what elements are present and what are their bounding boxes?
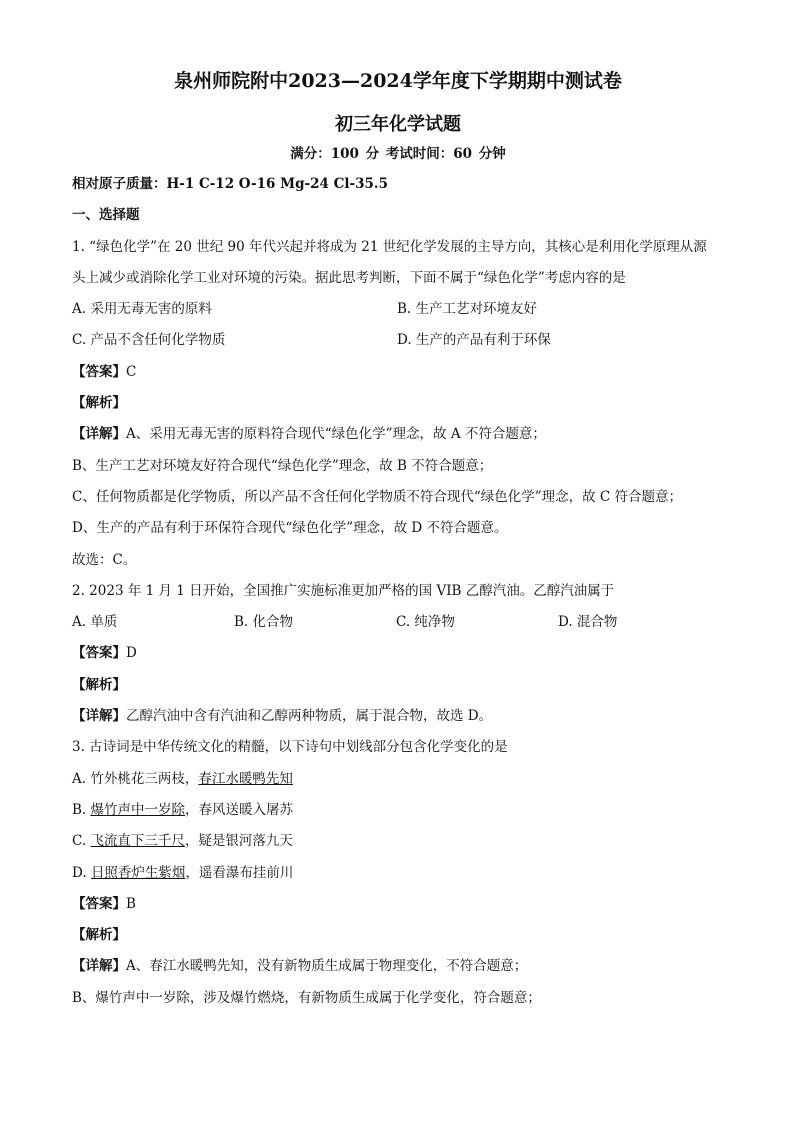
q1-options-row1 [72, 294, 724, 325]
q3-option-d-underlined: 日照香炉生紫烟 [90, 864, 186, 881]
q1-analysis-label: 【解析】 [72, 395, 126, 412]
q3-detail-1 [72, 951, 724, 982]
q3-option-d [72, 858, 724, 889]
q2-answer [72, 638, 724, 669]
q3-option-d-post: ，遥看瀑布挂前川 [185, 864, 294, 881]
q1-options-row2 [72, 325, 724, 356]
page-subtitle: 初三年化学试题 [335, 114, 461, 135]
q3-analysis-label: 【解析】 [72, 927, 126, 944]
q2-detail-text: 乙醇汽油中含有汽油和乙醇两种物质，属于混合物，故选 D。 [126, 708, 493, 725]
page-title: 泉州师院附中2023—2024学年度下学期期中测试卷 [174, 70, 622, 92]
q2-option-c: C. 纯净物 [396, 614, 455, 631]
q2-option-b: B. 化合物 [234, 614, 294, 631]
q2-option-a: A. 单质 [72, 614, 118, 631]
atomic-mass-line: 相对原子质量：H-1 C-12 O-16 Mg-24 Cl-35.5 [72, 176, 388, 192]
q3-option-a-underlined: 春江水暖鸭先知 [198, 770, 293, 787]
q1-stem-line2: 头上减少或消除化学工业对环境的污染。据此思考判断，下面不属于“绿色化学”考虑内容的是 [72, 269, 626, 286]
answer-label: 【答案】 [72, 895, 126, 912]
q3-detail-1-text: A、春江水暖鸭先知，没有新物质生成属于物理变化，不符合题意； [126, 958, 528, 975]
q3-option-a-pre: A. 竹外桃花三两枝， [72, 770, 199, 787]
detail-label: 【详解】 [72, 708, 126, 725]
q1-option-d: D. 生产的产品有利于环保 [397, 332, 551, 349]
answer-label: 【答案】 [72, 363, 126, 380]
q3-stem: 3. 古诗词是中华传统文化的精髓，以下诗句中划线部分包含化学变化的是 [72, 739, 508, 756]
q2-option-d: D. 混合物 [558, 614, 618, 631]
q2-answer-value: D [126, 645, 137, 662]
q3-option-b-pre: B. [72, 801, 91, 818]
q2-options-row [72, 607, 724, 638]
q1-detail-4: D、生产的产品有利于环保符合现代“绿色化学”理念，故 D 不符合题意。 [72, 520, 508, 537]
q1-detail-3: C、任何物质都是化学物质，所以产品不含任何化学物质不符合现代“绿色化学”理念，故 C 符合题意； [72, 488, 683, 505]
q1-stem-line1: 1. “绿色化学”在 20 世纪 90 年代兴起并将成为 21 世纪化学发展的主导方向，其核心是利用化学原理从源 [72, 238, 707, 255]
q1-option-b: B. 生产工艺对环境友好 [397, 301, 538, 318]
q1-detail-1 [72, 419, 724, 450]
q1-detail-2: B、生产工艺对环境友好符合现代“绿色化学”理念，故 B 不符合题意； [72, 457, 493, 474]
q1-answer [72, 357, 724, 388]
q1-conclusion: 故选：C。 [72, 551, 137, 568]
q3-detail-2: B、爆竹声中一岁除，涉及爆竹燃烧，有新物质生成属于化学变化，符合题意； [72, 989, 541, 1006]
detail-label: 【详解】 [72, 958, 126, 975]
exam-meta: 满分：100 分 考试时间：60 分钟 [290, 146, 506, 162]
answer-label: 【答案】 [72, 645, 126, 662]
q3-option-c-underlined: 飞流直下三千尺 [90, 833, 185, 850]
q3-option-a [72, 764, 724, 795]
q2-analysis-label: 【解析】 [72, 676, 126, 693]
q3-answer-value: B [126, 895, 136, 912]
q2-detail [72, 701, 724, 732]
q2-stem: 2. 2023 年 1 月 1 日开始，全国推广实施标准更加严格的国 VIB 乙醇汽油。乙醇汽油属于 [72, 582, 615, 599]
section-heading: 一、选择题 [72, 207, 140, 224]
q3-option-c [72, 826, 724, 857]
q3-option-c-post: ，疑是银河落九天 [184, 833, 293, 850]
q1-option-a: A. 采用无毒无害的原料 [72, 301, 212, 318]
q3-option-c-pre: C. [72, 833, 91, 850]
q3-option-b [72, 795, 724, 826]
q3-option-b-underlined: 爆竹声中一岁除 [90, 801, 186, 818]
q1-answer-value: C [126, 363, 137, 380]
q1-detail-1-text: A、采用无毒无害的原料符合现代“绿色化学”理念，故 A 不符合题意； [126, 426, 546, 443]
q1-option-c: C. 产品不含任何化学物质 [72, 332, 226, 349]
detail-label: 【详解】 [72, 426, 126, 443]
q3-option-b-post: ，春风送暖入屠苏 [185, 801, 294, 818]
q3-option-d-pre: D. [72, 864, 91, 881]
q3-answer [72, 889, 724, 920]
